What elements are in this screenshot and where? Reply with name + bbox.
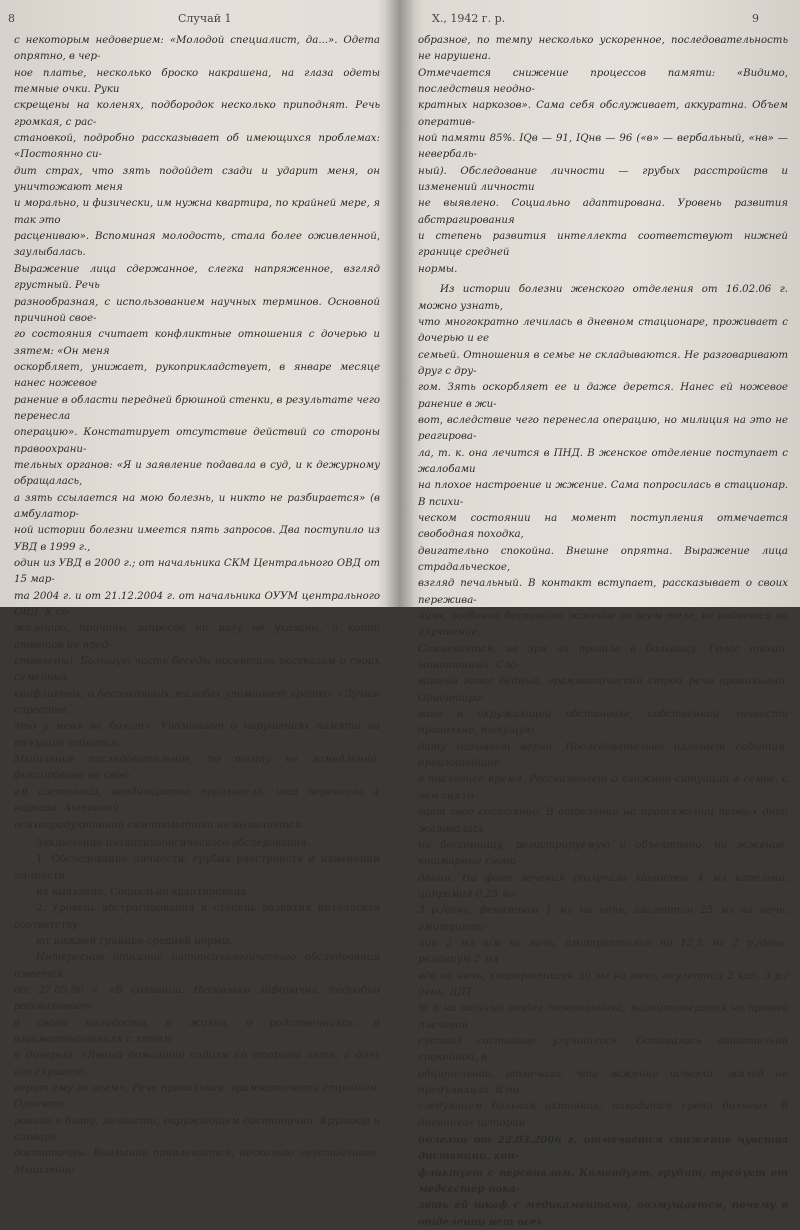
list-item-continuation: ют нижней границе средней нормы.: [36, 935, 233, 947]
text-line: психопродуктивной симптоматики не выявляется.: [14, 819, 305, 831]
text-line: Сомневается, не зря ли пришла в больницу. Голос тихий, монотонный. Сло-: [418, 643, 788, 672]
text-line: Отмечается снижение процессов памяти: «Видимо, последствия неодно-: [418, 67, 788, 96]
text-line: и степень развития интеллекта соответствуют нижней границе средней: [418, 231, 788, 259]
text-line: от 27.05.06 г. «В сознании. Несколько эйфорична, подробно рассказывает: [14, 984, 380, 1013]
text-line: что у меня не болит». Упоминает о нарушениях памяти на текущие события.: [14, 721, 380, 749]
text-line: рована в быту, личности, окружающем достаточно. Кругозор и словарь: [14, 1115, 380, 1144]
text-line: лин 2 мл в/м на ночь, амитриптилин по 12,5 мг 2 р./день, реланиум 2 мл: [418, 937, 788, 966]
list-item-continuation: не выявлено. Социально адаптирована.: [36, 886, 250, 898]
text-line: разнообразная, с использованием научных терминов. Основной причиной свое-: [14, 296, 380, 324]
left-page: [0, 0, 400, 1176]
text-line: семьей. Отношения в семье не складываются. Не разговаривают друг с дру-: [418, 349, 788, 377]
text-line: ранение в области передней брюшной стенки, в результате чего перенесла: [14, 394, 381, 422]
list-text: Уровень абстрагирования и степень развития интеллекта соответству-: [14, 903, 380, 931]
right-page-body: [418, 33, 788, 1230]
text-line: № 6 на шейный отдел позвоночника, магнитотерапия на правый плечевой: [418, 1003, 788, 1031]
right-first-paragraph: [418, 33, 788, 278]
text-line: вот, вследствие чего перенесла операцию, но милиция на это не реагирова-: [418, 414, 788, 443]
conclusion-list: [14, 852, 380, 950]
text-line: ем состоянии, неоднократно произнесла, что перенесла 4 наркоза. Активной: [14, 786, 380, 815]
text-line: вает свое состояние. В отделении на протяжении первых дней жаловалась: [418, 807, 788, 835]
text-line: жалению, причины запросов ни разу не указаны, а копии ответов не пред-: [14, 623, 380, 651]
text-line: следующем больная активная, находится среди больных. В дневниках истории: [418, 1101, 788, 1129]
left-page-number: 8: [8, 12, 15, 25]
text-line: и морально, и физически, им нужна квартира, по крайней мере, я так это: [14, 198, 380, 226]
text-line: достаточны. Внимание привлекается, несколько неустойчивое. Мышление: [14, 1148, 380, 1176]
text-line: гом. Зять оскорбляет ее и даже дерется. Нанес ей ножевое ранение в жи-: [418, 382, 788, 410]
text-line: двигательно спокойна. Внешне опрятна. Выражение лица страдальческое,: [418, 545, 788, 573]
text-line: ческом состоянии на момент поступления отмечается свободная походка,: [418, 512, 788, 541]
text-line: варный запас бедный, грамматический строй речи правильный. Ориентиро-: [418, 676, 788, 704]
left-tail-lines: [14, 950, 380, 1179]
text-line: конфликтах, о беспокоящих жалобах упоминает кратко: «Лучше спросите,: [14, 688, 380, 717]
text-line: ла, т. к. она лечится в ПНД. В женское отделение поступает с жалобами: [418, 447, 788, 475]
text-line: взгляд печальный. В контакт вступает, рассказывает о своих пережива-: [418, 578, 788, 606]
text-line: Мышление последовательное, по темпу не замедленно, фиксирована на свое-: [14, 754, 380, 782]
text-line: верит ему во всем». Речь правильная, грамматически стройная. Ориенти-: [14, 1083, 380, 1111]
text-line: не выявлено. Социально адаптирована. Уровень развития абстрагирования: [418, 198, 788, 226]
text-line: зать ей шкаф с медикаментами, возмущается, почему в отделении нет всех: [418, 1199, 788, 1228]
text-line: Выражение лица сдержанное, слегка напряженное, взгляд грустный. Речь: [14, 263, 380, 292]
text-line: ниях, особенно беспокоит жжение во всем теле, не надеется на улучшение.: [418, 611, 788, 639]
list-item: [14, 901, 380, 934]
text-line: скрещены на коленях, подбородок несколько приподнят. Речь громкая, с рас-: [14, 100, 380, 128]
text-line: ный). Обследование личности — грубых расстройств и изменений личности: [418, 165, 788, 194]
text-line: сустав) состояние улучшилось. Оставалась двигательно спокойной, в: [418, 1035, 788, 1064]
text-line: кратных наркозов». Сама себя обслуживает, аккуратна. Объем оператив-: [418, 100, 788, 128]
text-line: операцию». Констатирует отсутствие действий со стороны правоохрани-: [14, 427, 380, 455]
text-line: Интересное описание патопсихологического обследования имеется: [14, 952, 380, 980]
text-line: вана в окружающей обстановке, собственной личности правильно, текущую: [418, 709, 788, 737]
text-line: один из УВД в 2000 г.; от начальника СКМ Центрального ОВД от 15 мар-: [14, 558, 380, 586]
list-text: Обследование личности: грубых расстройств и изменений личности: [14, 854, 380, 882]
text-line: становкой, подробно рассказывает об имеющихся проблемах: «Постоянно си-: [14, 133, 380, 161]
conclusion-heading: Заключение патопсихологического обследования:: [36, 837, 311, 849]
left-body-lines: [14, 33, 380, 834]
text-line: ставлены). Большую часть беседы посвятила рассказам о своих семейных: [14, 656, 380, 684]
right-history-paragraph: [418, 282, 788, 1230]
text-line: дения. На фоне лечения (получала кавинтон 4 мл капельно, ципрамил 0,25 мг: [418, 872, 788, 900]
right-page: [400, 0, 800, 1228]
text-line: а зять ссылается на мою болезнь, и никто не разбирается» (в амбулатор-: [14, 492, 380, 520]
list-number: 1.: [36, 854, 46, 866]
text-line: ной памяти 85%. IQв — 91, IQнв — 96 («в» — вербальный, «нв» — невербаль-: [418, 133, 788, 161]
text-line: болезни от 22.03.2006 г. отмечается снижение чувства дистанции, кон-: [418, 1134, 788, 1163]
right-running-title: Х., 1942 г. р.: [432, 12, 506, 25]
text-line: го состояния считает конфликтные отношения с дочерью и зятем: «Он меня: [14, 329, 380, 357]
text-line: Из истории болезни женского отделения от 16.02.06 г. можно узнать,: [418, 284, 788, 312]
text-line: на бессонницу, регистрируемую и объективно, на жжение, кошмарные снови-: [418, 839, 788, 868]
text-line: о своей молодости, о жизни, о родственниках, о взаимоотношениях с зятем: [14, 1017, 380, 1045]
text-line: оскорбляет, унижает, рукоприкладствует, в январе месяце нанес ножевое: [14, 361, 380, 390]
text-line: в/м на ночь, хлорпротиксен 50 мг на ночь, неулептил 2 кап. 3 р./день, ДДТ: [418, 970, 788, 998]
text-line: та 2004 г. и от 21.12.2004 г. от начальника ОУУМ центрального ОВД. К со-: [14, 590, 380, 619]
text-line: расцениваю». Вспоминая молодость, стала более оживленной, заулыбалась.: [14, 231, 380, 259]
text-line: 3 р./день, феназепам 1 мг на ночь, азалептин 25 мг на ночь, амитрипти-: [418, 905, 788, 933]
text-line: с некоторым недоверием: «Молодой специалист, да...». Одета опрятно, в чер-: [14, 35, 380, 63]
text-line: дит страх, что зять подойдет сзади и ударит меня, он уничтожают меня: [14, 165, 380, 194]
text-line: нормы.: [418, 263, 458, 275]
text-line: ной истории болезни имеется пять запросов. Два поступило из УВД в 1999 г.,: [14, 525, 380, 553]
text-line: фликтует с персоналом. Командует, грубит, требует от медсестер пока-: [418, 1166, 788, 1196]
text-line: что многократно лечилась в дневном стационаре, проживает с дочерью и ее: [418, 316, 788, 345]
text-line: и дочерью: «Явный домашний садизм со стороны зятя, а дочь его слушает,: [14, 1050, 380, 1078]
right-page-number: 9: [752, 12, 759, 25]
text-line: дату называет верно. Последовательно излагает события, произошедшие: [418, 741, 788, 770]
text-line: ное платье, несколько броско накрашена, на глаза одеты темные очки. Руки: [14, 67, 380, 96]
text-line: в последнее время. Рассказывает о сложной ситуации в семье, с чем связы-: [418, 774, 788, 802]
text-line: обцительной, отмечала, что жжение исчезло, жалоб не предъявляла. В по-: [418, 1068, 788, 1096]
text-line: тельных органов: «Я и заявление подавала в суд, и к дежурному обращалась,: [14, 459, 380, 488]
text-line: на плохое настроение и жжение. Сама попросилась в стационар. В психи-: [418, 480, 788, 508]
left-running-title: Случай 1: [178, 12, 232, 25]
list-number: 2.: [36, 903, 46, 915]
list-item: [14, 852, 380, 885]
left-page-body: [14, 33, 380, 1179]
text-line: образное, по темпу несколько ускоренное, последовательность не нарушена.: [418, 35, 788, 63]
